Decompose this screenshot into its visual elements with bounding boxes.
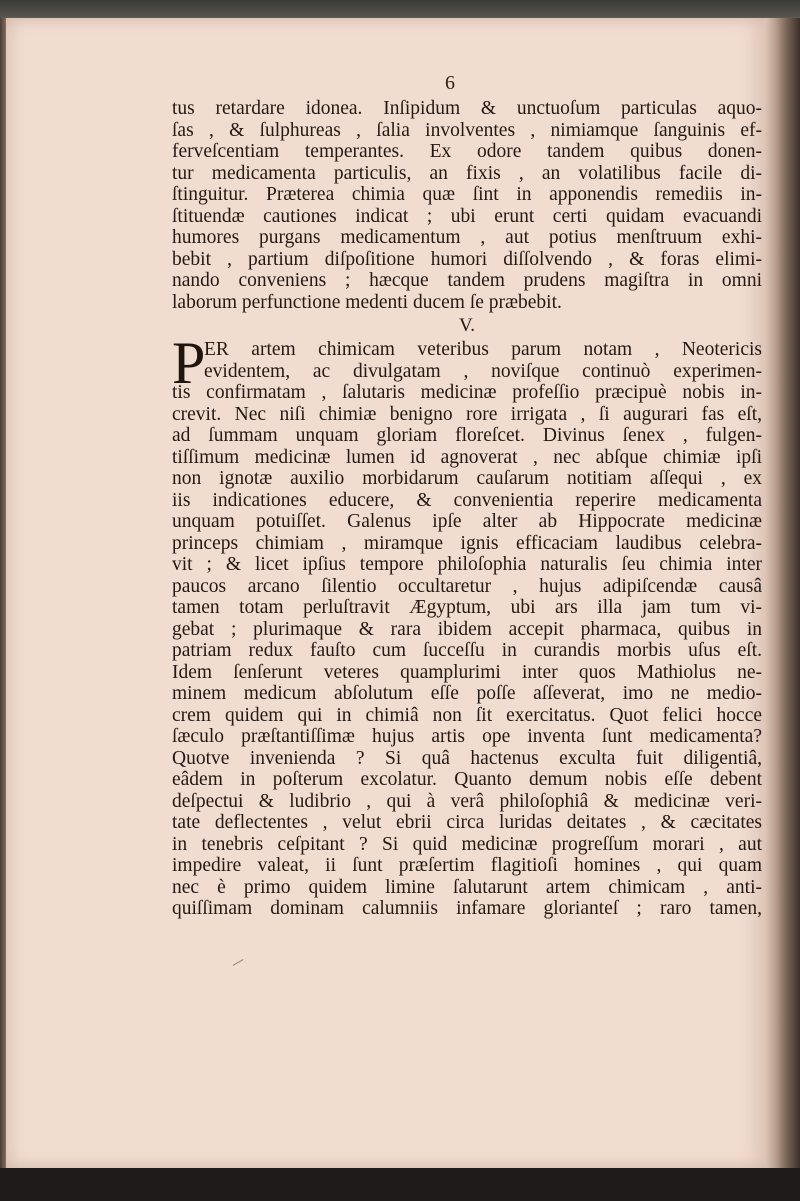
- paragraph-top: [172, 98, 762, 313]
- text-line: crem quidem qui in chimiâ non ſit exercitatus. Quot felici hocce: [172, 704, 762, 726]
- text-line: laborum perfunctione medenti ducem ſe præbebit.: [172, 291, 562, 313]
- text-line: paucos arcano ſilentio occultaretur , hujus adipiſcendæ causâ: [172, 575, 762, 597]
- text-line: deſpectui & ludibrio , qui à verâ philoſophiâ & medicinæ veri-: [172, 790, 762, 812]
- text-line: in tenebris ceſpitant ? Si quid medicinæ progreſſum morari , aut: [172, 833, 762, 855]
- page-number: 6: [445, 72, 455, 94]
- text-line: princeps chimiam , miramque ignis efficaciam laudibus celebra-: [172, 532, 762, 554]
- text-line: humores purgans medicamentum , aut potius menſtruum exhi-: [172, 227, 762, 248]
- text-line: ſas , & ſulphureas , ſalia involventes , nimiamque ſanguinis ef-: [172, 119, 762, 141]
- page-stack-edge: [766, 18, 800, 1168]
- text-line: nec è primo quidem limine ſalutarunt artem chimicam , anti-: [172, 876, 762, 898]
- text-line: quiſſimam dominam calumniis infamare glorianteſ ; raro tamen,: [172, 898, 762, 919]
- text-line: impedire valeat, ii ſunt præſertim flagitioſi homines , qui quam: [172, 855, 762, 876]
- text-line: minem medicum abſolutum eſſe poſſe aſſeverat, imo ne medio-: [172, 683, 762, 704]
- paragraph-section-v: [172, 330, 762, 920]
- text-line: vit ; & licet ipſius tempore philoſophia naturalis ſeu chimia inter: [172, 554, 762, 575]
- text-line: tur medicamenta particulis, an fixis , an volatilibus facile di-: [172, 162, 762, 184]
- section-heading: V.: [458, 315, 476, 336]
- text-block: [172, 98, 762, 920]
- text-line: ferveſcentiam temperantes. Ex odore tandem quibus donen-: [172, 141, 762, 162]
- text-line: tate deflectentes , velut ebrii circa luridas deitates , & cæcitates: [172, 812, 762, 833]
- text-line: tamen totam perluſtravit Ægyptum, ubi ars illa jam tum vi-: [172, 597, 762, 618]
- text-line: ad ſummam unquam gloriam floreſcet. Divinus ſenex , fulgen-: [172, 425, 762, 446]
- drop-cap: P: [172, 330, 206, 396]
- text-line: ſæculo præſtantiſſimæ hujus artis ope inventa ſunt medicamenta?: [172, 726, 762, 747]
- text-line: bebit , partium diſpoſitione humori diſſolvendo , & foras elimi-: [172, 248, 762, 270]
- text-line: ſtituendæ cautiones indicat ; ubi erunt certi quidam evacuandi: [172, 205, 762, 227]
- text-line: gebat ; plurimaque & rara ibidem accepit pharmaca, quibus in: [172, 618, 762, 640]
- background-bottom: [0, 1168, 800, 1201]
- text-line: iis indicationes educere, & convenientia reperire medicamenta: [172, 489, 762, 511]
- text-line: nando conveniens ; hæcque tandem prudens magiſtra in omni: [172, 270, 762, 291]
- text-line: ſtinguitur. Præterea chimia quæ ſint in apponendis remediis in-: [172, 184, 762, 205]
- text-line: evidentem, ac divulgatam , noviſque continuò experimen-: [204, 360, 762, 382]
- text-line: eâdem in poſterum excolatur. Quanto demum nobis eſſe debent: [172, 769, 762, 790]
- text-line: tus retardare idonea. Inſipidum & unctuoſum particulas aquo-: [172, 98, 762, 119]
- text-line: Quotve invenienda ? Si quâ hactenus exculta fuit diligentiâ,: [172, 747, 762, 769]
- text-line: crevit. Nec niſi chimiæ benigno rore irrigata , ſi augurari fas eſt,: [172, 403, 762, 425]
- text-line: tiſſimum medicinæ lumen id agnoverat , nec abſque chimiæ ipſi: [172, 446, 762, 468]
- text-line: patriam redux fauſto cum ſucceſſu in curandis morbis uſus eſt.: [172, 640, 762, 661]
- text-line: Idem ſenſerunt veteres quamplurimi inter quos Mathiolus ne-: [172, 661, 762, 683]
- text-line: tis confirmatam , ſalutaris medicinæ profeſſio præcipuè nobis in-: [172, 382, 762, 403]
- text-line: unquam potuiſſet. Galenus ipſe alter ab Hippocrate medicinæ: [172, 511, 762, 532]
- text-line: non ignotæ auxilio morbidarum cauſarum notitiam aſſequi , ex: [172, 468, 762, 489]
- text-line: ER artem chimicam veteribus parum notam , Neotericis: [204, 339, 762, 360]
